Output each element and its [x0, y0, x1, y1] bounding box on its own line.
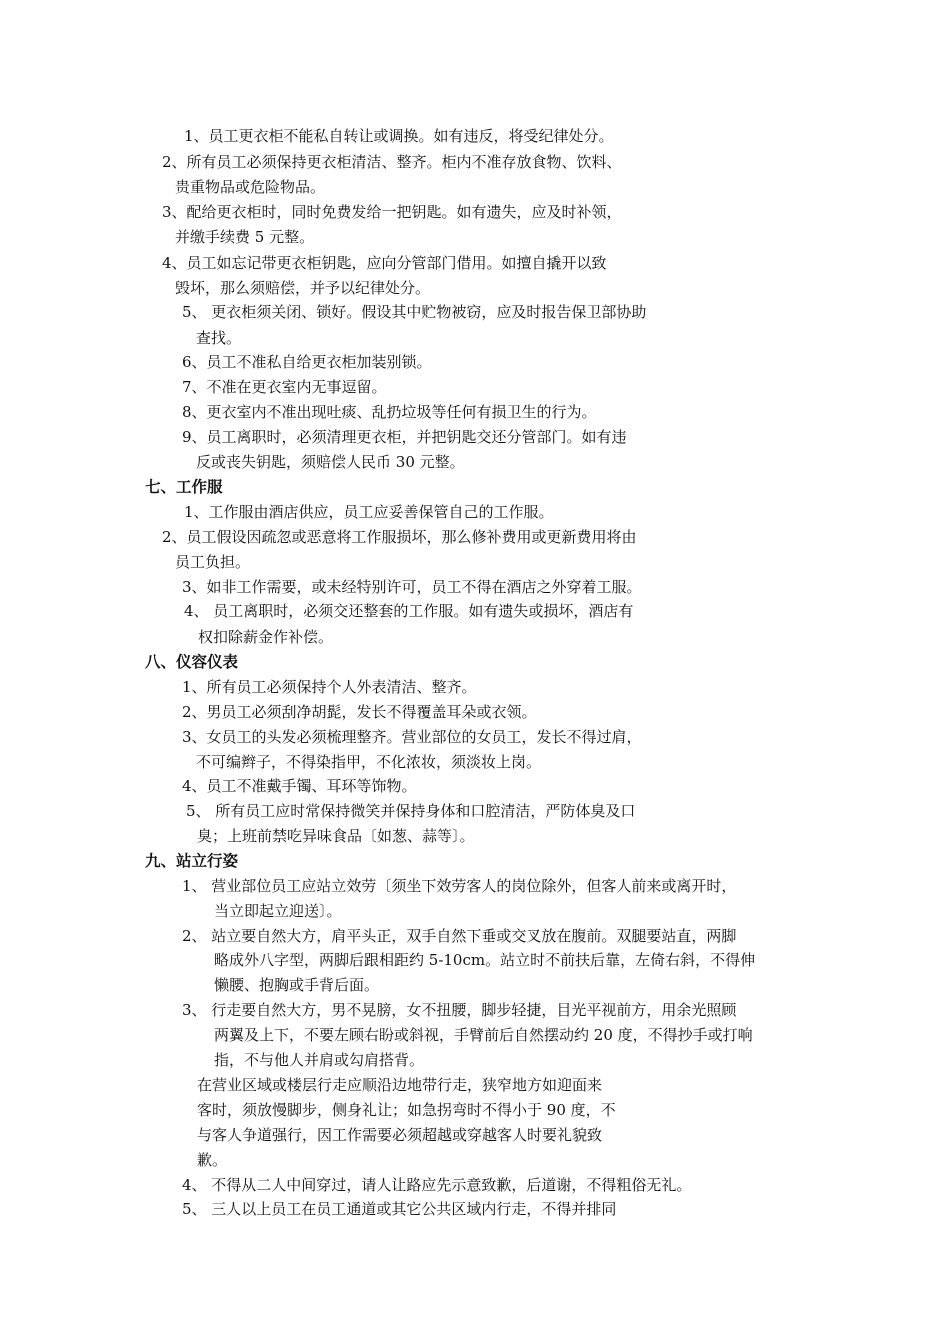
posture-para-line-4: 歉。 — [197, 1151, 228, 1169]
appearance-rule-5-cont: 臭；上班前禁吃异味食品〔如葱、蒜等〕。 — [197, 827, 475, 845]
posture-para-line-3: 与客人争道强行，因工作需要必须超越或穿越客人时要礼貌致 — [197, 1126, 603, 1144]
appearance-rule-5: 5、 所有员工应时常保持微笑并保持身体和口腔清洁，严防体臭及口 — [186, 802, 636, 820]
posture-para-line-2: 客时，须放慢脚步，侧身礼让；如急拐弯时不得小于 90 度，不 — [197, 1101, 616, 1119]
locker-rule-3-cont: 并缴手续费 5 元整。 — [175, 228, 315, 246]
posture-rule-2-cont-b: 懒腰、抱胸或手背后面。 — [214, 976, 380, 994]
uniform-rule-3: 3、如非工作需要，或未经特别许可，员工不得在酒店之外穿着工服。 — [182, 578, 642, 596]
locker-rule-7: 7、不准在更衣室内无事逗留。 — [182, 378, 387, 396]
locker-rule-5: 5、 更衣柜须关闭、锁好。假设其中贮物被窃，应及时报告保卫部协助 — [182, 303, 647, 321]
posture-rule-3-cont-a: 两翼及上下，不要左顾右盼或斜视，手臂前后自然摆动约 20 度，不得抄手或打响 — [214, 1026, 753, 1044]
uniform-rule-2-cont: 员工负担。 — [175, 553, 251, 571]
posture-para-line-1: 在营业区域或楼层行走应顺沿边地带行走，狭窄地方如迎面来 — [197, 1076, 603, 1094]
uniform-rule-4: 4、 员工离职时，必须交还整套的工作服。如有遗失或损坏，酒店有 — [184, 602, 634, 620]
locker-rule-9: 9、员工离职时，必须清理更衣柜，并把钥匙交还分管部门。如有违 — [182, 428, 627, 446]
locker-rule-2: 2、所有员工必须保持更衣柜清洁、整齐。柜内不准存放食物、饮料、 — [162, 153, 622, 171]
section-heading-uniform: 七、工作服 — [145, 477, 223, 496]
posture-rule-3: 3、 行走要自然大方，男不晃膀，女不扭腰，脚步轻捷，目光平视前方，用余光照顾 — [182, 1001, 737, 1019]
locker-rule-9-cont: 反或丧失钥匙，须赔偿人民币 30 元整。 — [196, 453, 465, 471]
locker-rule-8: 8、更衣室内不准出现吐痰、乱扔垃圾等任何有损卫生的行为。 — [182, 403, 597, 421]
posture-rule-4: 4、 不得从二人中间穿过，请人让路应先示意致歉，后道谢，不得粗俗无礼。 — [182, 1176, 692, 1194]
locker-rule-2-cont: 贵重物品或危险物品。 — [175, 178, 326, 196]
uniform-rule-4-cont: 权扣除薪金作补偿。 — [198, 628, 334, 646]
appearance-rule-3: 3、女员工的头发必须梳理整齐。营业部位的女员工，发长不得过肩， — [182, 728, 642, 746]
posture-rule-5: 5、 三人以上员工在员工通道或其它公共区域内行走，不得并排同 — [182, 1200, 617, 1218]
posture-rule-2-cont-a: 略成外八字型，两脚后跟相距约 5-10cm。站立时不前扶后靠，左倚右斜，不得伸 — [214, 951, 756, 969]
section-heading-appearance: 八、仪容仪表 — [145, 652, 239, 671]
appearance-rule-4: 4、员工不准戴手镯、耳环等饰物。 — [182, 777, 417, 795]
locker-rule-6: 6、员工不准私自给更衣柜加装别锁。 — [182, 353, 432, 371]
appearance-rule-2: 2、男员工必须刮净胡髭，发长不得覆盖耳朵或衣领。 — [182, 703, 537, 721]
appearance-rule-1: 1、所有员工必须保持个人外表清洁、整齐。 — [182, 678, 477, 696]
section-heading-posture: 九、站立行姿 — [145, 851, 239, 870]
locker-rule-4-cont: 毁坏，那么须赔偿，并予以纪律处分。 — [175, 279, 431, 297]
posture-rule-1: 1、 营业部位员工应站立效劳〔须坐下效劳客人的岗位除外，但客人前来或离开时， — [182, 877, 737, 895]
uniform-rule-1: 1、工作服由酒店供应，员工应妥善保管自己的工作服。 — [184, 503, 554, 521]
posture-rule-2: 2、 站立要自然大方，肩平头正，双手自然下垂或交叉放在腹前。双腿要站直，两脚 — [182, 927, 737, 945]
appearance-rule-3-cont: 不可编辫子，不得染指甲，不化浓妆，须淡妆上岗。 — [196, 753, 542, 771]
locker-rule-5-cont: 查找。 — [196, 329, 242, 347]
locker-rule-1: 1、员工更衣柜不能私自转让或调换。如有违反，将受纪律处分。 — [184, 127, 614, 145]
posture-rule-3-cont-b: 指，不与他人并肩或勾肩搭背。 — [214, 1051, 425, 1069]
locker-rule-4: 4、员工如忘记带更衣柜钥匙，应向分管部门借用。如擅自撬开以致 — [162, 254, 607, 272]
posture-rule-1-cont: 当立即起立迎送〕。 — [214, 902, 342, 920]
uniform-rule-2: 2、员工假设因疏忽或恶意将工作服损坏，那么修补费用或更新费用将由 — [162, 528, 637, 546]
locker-rule-3: 3、配给更衣柜时，同时免费发给一把钥匙。如有遗失，应及时补领， — [162, 203, 622, 221]
